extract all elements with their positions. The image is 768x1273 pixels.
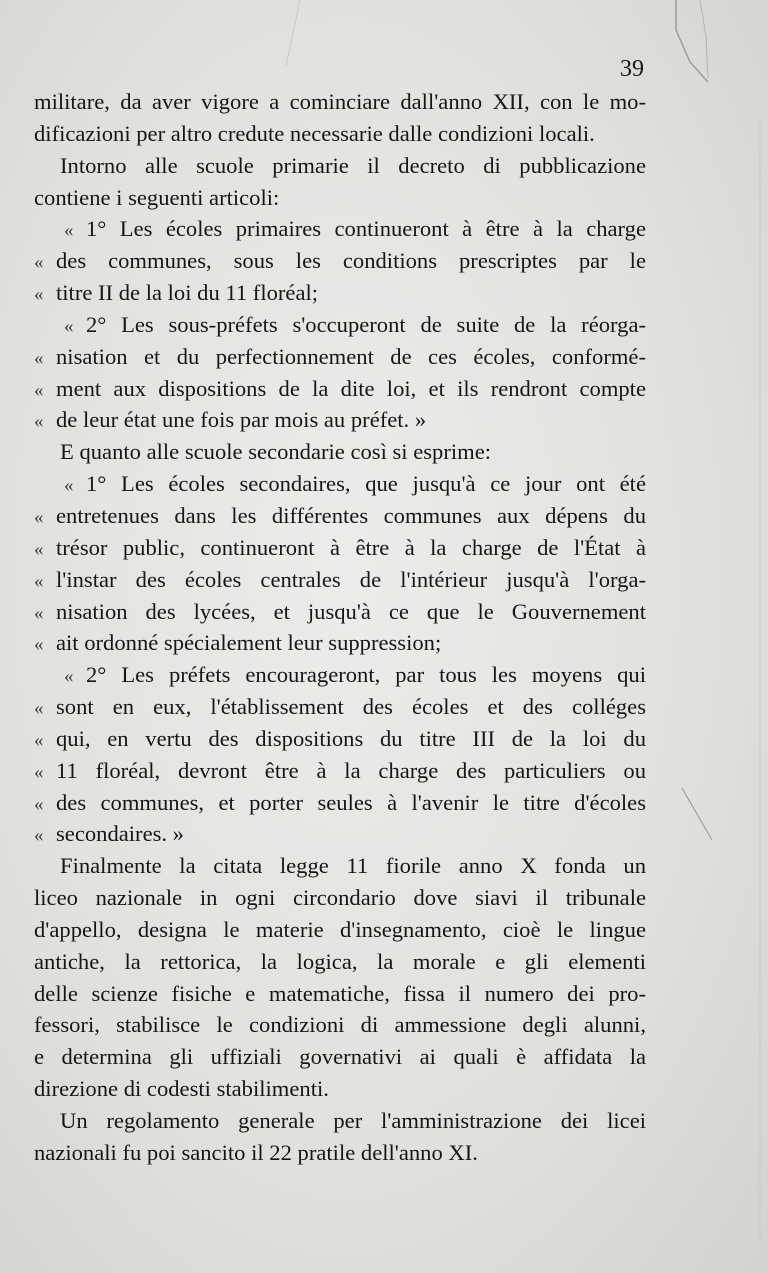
quote-mark: « [34,602,44,624]
text-line: de leur état une fois par mois au préfet. » [56,407,427,433]
text-line: nazionali fu poi sancito il 22 pratile dell'anno XI. [34,1139,478,1165]
page-number: 39 [620,56,644,82]
quoted-line [34,787,646,819]
quoted-line [34,564,646,596]
text-line: direzione di codesti stabilimenti. [34,1076,329,1102]
quote-mark: « [64,475,74,497]
text-line: fessori, stabilisce le condizioni di ammessione degli alunni, [34,1012,646,1038]
text-line: 1° Les écoles secondaires, que jusqu'à ce jour ont été [86,471,646,497]
text-line: Intorno alle scuole primarie il decreto di pubblicazione [60,152,646,178]
text-line: liceo nazionale in ogni circondario dove siavi il tribunale [34,885,646,911]
text-line: E quanto alle scuole secondarie così si esprime: [60,439,492,465]
text-line: qui, en vertu des dispositions du titre III de la loi du [56,725,646,751]
text-line: d'appello, designa le materie d'insegnamento, cioè le lingue [34,916,646,942]
quote-mark: « [34,729,44,751]
quoted-line [34,373,646,405]
quote-mark: « [34,379,44,401]
page-body-text [34,86,646,1169]
quoted-line [34,404,646,436]
text-line: militare, da aver vigore a cominciare dall'anno XII, con le mo- [34,89,646,114]
quote-mark: « [34,825,44,847]
quote-mark: « [34,634,44,656]
quote-mark: « [34,538,44,560]
quoted-line [34,818,646,850]
quoted-line [34,532,646,564]
quoted-line [34,245,646,277]
text-line: ait ordonné spécialement leur suppression; [56,630,442,656]
text-line: delle scienze fisiche e matematiche, fissa il numero dei pro- [34,980,646,1006]
quoted-line [34,341,646,373]
quoted-line [34,596,646,628]
text-line: e determina gli uffiziali governativi ai quali è affidata la [34,1044,646,1070]
quote-mark: « [64,666,74,688]
quoted-line [34,691,646,723]
text-line: nisation et du perfectionnement de ces écoles, conformé- [56,343,646,369]
quote-mark: « [34,506,44,528]
text-line: entretenues dans les différentes communes aux dépens du [56,502,646,528]
quote-mark: « [34,411,44,433]
text-line: antiche, la rettorica, la logica, la morale e gli elementi [34,948,646,974]
text-line: nisation des lycées, et jusqu'à ce que le Gouvernement [56,598,646,624]
text-line: 1° Les écoles primaires continueront à être à la charge [86,216,646,242]
text-line: Finalmente la citata legge 11 fiorile anno X fonda un [60,853,646,879]
text-line: secondaires. » [56,821,184,847]
quoted-line [34,213,646,245]
text-line: Un regolamento generale per l'amministrazione dei licei [60,1108,646,1133]
text-line: des communes, sous les conditions prescriptes par le [56,248,646,274]
quoted-line [34,309,646,341]
quote-mark: « [34,347,44,369]
quoted-line [34,627,646,659]
text-line: sont en eux, l'établissement des écoles et des colléges [56,694,646,720]
text-line: titre II de la loi du 11 floréal; [56,280,319,306]
quoted-line [34,468,646,500]
text-line: des communes, et porter seules à l'avenir le titre d'écoles [56,789,646,815]
quoted-line [34,659,646,691]
quote-mark: « [64,220,74,242]
text-line: 2° Les sous-préfets s'occuperont de suite de la réorga- [86,311,646,337]
text-line: l'instar des écoles centrales de l'intérieur jusqu'à l'orga- [56,566,646,592]
text-line: 2° Les préfets encourageront, par tous les moyens qui [86,662,646,688]
quote-mark: « [64,315,74,337]
quote-mark: « [34,793,44,815]
text-line: 11 floréal, devront être à la charge des particuliers ou [56,757,646,783]
quoted-line [34,277,646,309]
quote-mark: « [34,761,44,783]
text-line: ment aux dispositions de la dite loi, et ils rendront compte [56,375,646,401]
quote-mark: « [34,570,44,592]
quoted-line [34,723,646,755]
quote-mark: « [34,698,44,720]
quote-mark: « [34,252,44,274]
text-line: trésor public, continueront à être à la charge de l'État à [56,534,646,560]
quote-mark: « [34,284,44,306]
quoted-line [34,755,646,787]
text-line: contiene i seguenti articoli: [34,184,280,210]
quoted-line [34,500,646,532]
text-line: dificazioni per altro credute necessarie dalle condizioni locali. [34,120,595,146]
